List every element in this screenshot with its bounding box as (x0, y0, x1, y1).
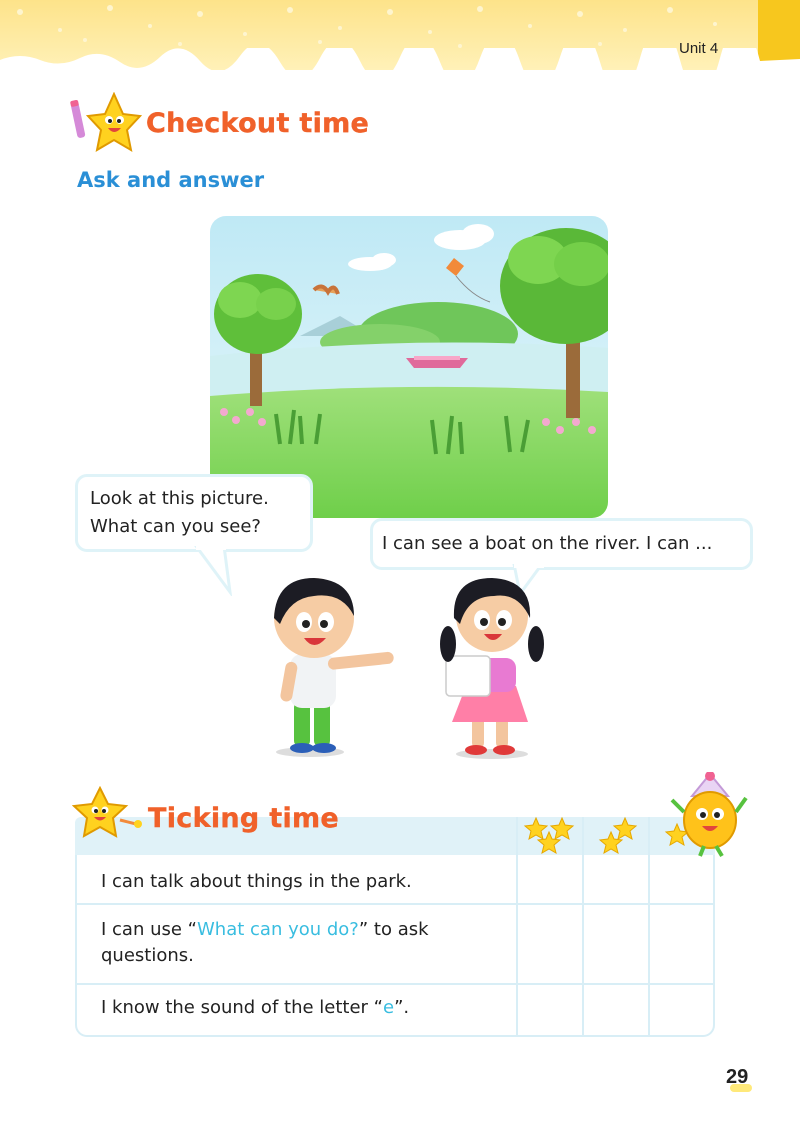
table-row (77, 855, 713, 905)
column-divider (648, 817, 650, 1035)
row-text-post: ”. (394, 997, 410, 1018)
star-mascot-icon (70, 92, 142, 158)
rating-3-star-a (525, 818, 547, 839)
unit-label: Unit 4 (679, 40, 719, 57)
bubble-line-1: Look at this picture. (90, 488, 269, 509)
girl-character (436, 574, 546, 760)
column-divider (582, 817, 584, 1035)
table-row (77, 905, 713, 985)
highlight-phrase: What can you do? (197, 919, 359, 940)
rating-3-star-b (551, 818, 573, 839)
row-text-pre: I can use “ (101, 919, 197, 940)
ask-and-answer-subtitle: Ask and answer (77, 168, 265, 192)
top-banner (0, 0, 800, 70)
row-text: I can talk about things in the park. (101, 871, 412, 892)
row-text (101, 917, 429, 969)
park-picture (210, 216, 608, 518)
ticking-title: Ticking time (148, 803, 340, 834)
highlight-letter: e (382, 997, 395, 1018)
boy-character (270, 578, 400, 758)
table-row (77, 985, 713, 1035)
row-text (101, 995, 409, 1021)
row-text-pre: I know the sound of the letter “ (101, 997, 383, 1018)
bubble-right-text: I can see a boat on the river. I can ... (382, 533, 713, 554)
row-text-post: ” to ask (358, 919, 429, 940)
bubble-tail-left (190, 546, 240, 596)
checkout-title: Checkout time (146, 108, 370, 139)
egg-mascot-icon (670, 772, 748, 858)
page-number: 29 (726, 1066, 749, 1088)
star-wand-mascot-icon (72, 786, 146, 842)
bubble-line-2: What can you see? (90, 516, 261, 537)
row-text-line2: questions. (101, 945, 194, 966)
rating-2-star-a (614, 818, 636, 839)
column-divider (516, 817, 518, 1035)
speech-bubble-girl (370, 518, 753, 570)
ticking-table (75, 855, 715, 1037)
speech-bubble-boy (75, 474, 313, 552)
